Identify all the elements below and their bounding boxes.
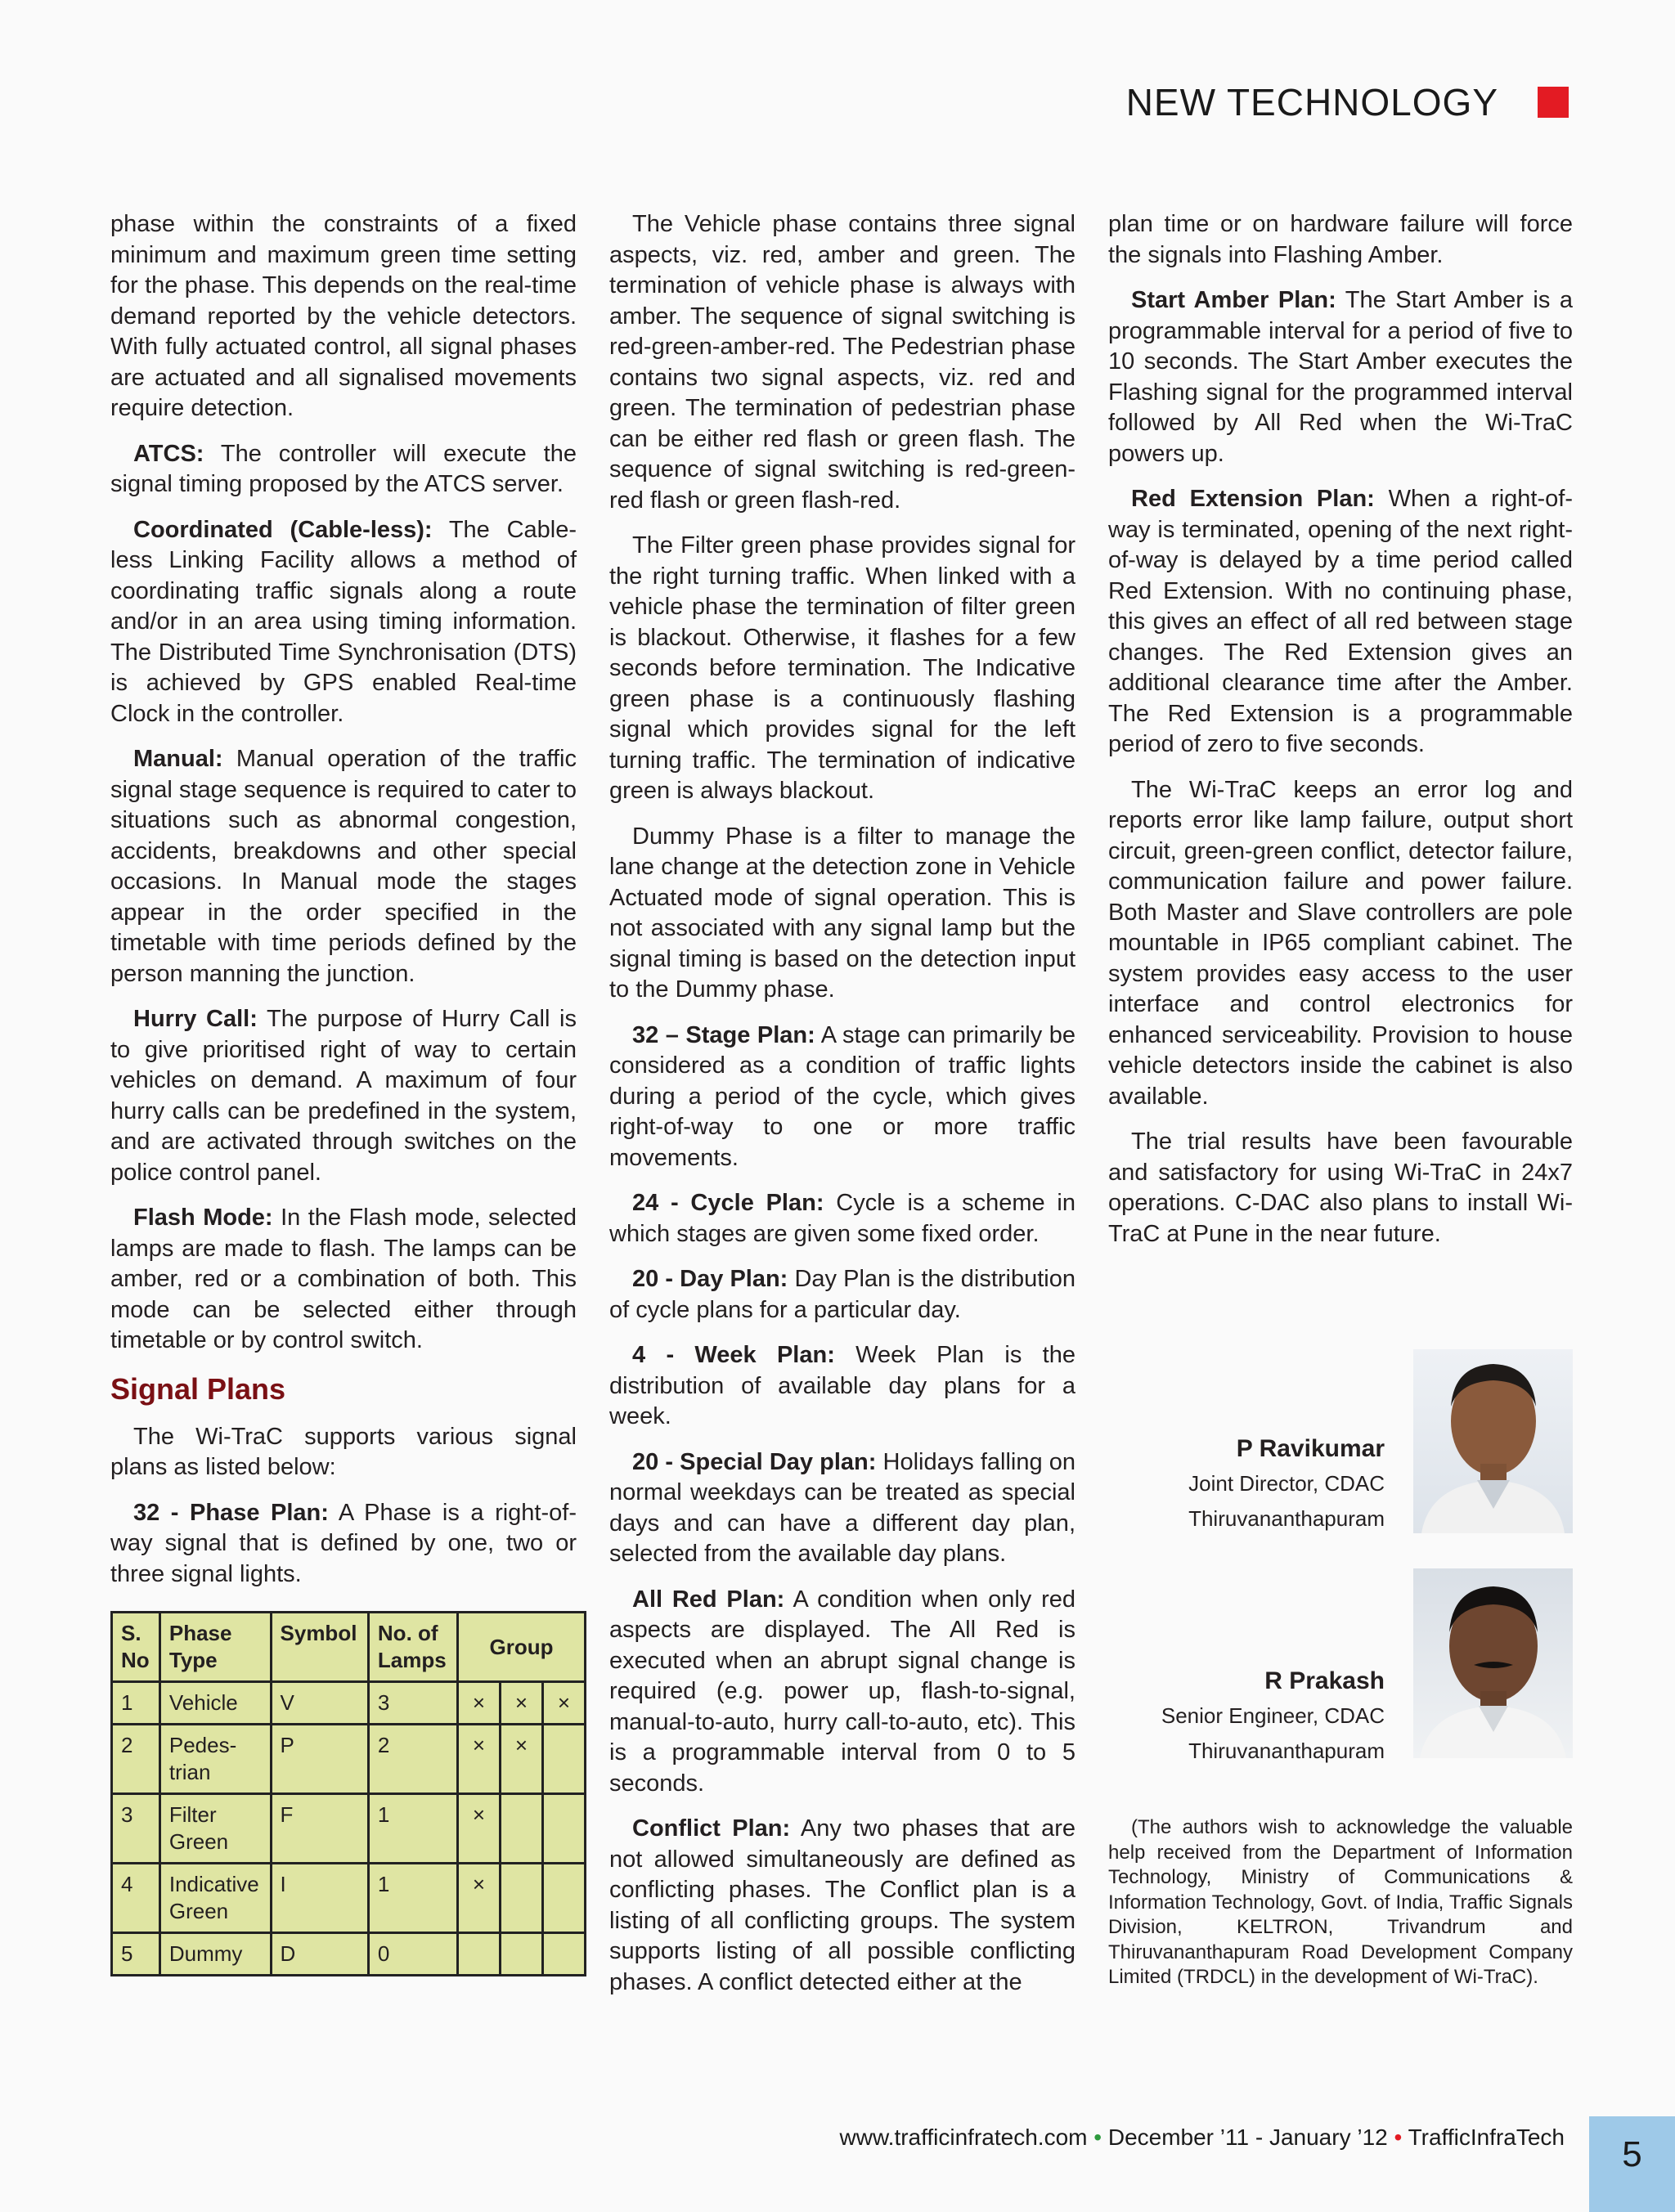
author-card [1188, 1431, 1385, 1537]
author-name: R Prakash [1264, 1667, 1385, 1694]
paragraph-week-plan [609, 1340, 1076, 1433]
cell-symbol: I [271, 1864, 368, 1933]
cell-group-2 [501, 1794, 543, 1864]
paragraph-text: Holidays falling on normal weekdays can be treated as special days and can have a different day plan, selected from the available day plans. [609, 1448, 1076, 1567]
paragraph-text: Cycle is a scheme in which stages are given some fixed order. [609, 1190, 1076, 1247]
author-photo [1413, 1568, 1573, 1758]
acknowledgement: (The authors wish to acknowledge the valuable help received from the Department of Information Technology, Ministry of Communications & Information Technology, Govt. of India, Traffic Signals Division, KELTRON, Trivandrum and Thiruvananthapuram Road Development Company Limited (TRDCL) in the development of Wi-TraC). [1108, 1816, 1573, 1988]
footer-website: www.trafficinfratech.com [839, 2125, 1088, 2150]
paragraph-atcs [110, 439, 577, 500]
lead-term: 20 - Day Plan: [632, 1266, 788, 1292]
cell-group-3 [543, 1794, 586, 1864]
table-row [112, 1682, 586, 1725]
paragraph-phase-plan [110, 1498, 577, 1591]
section-title: NEW TECHNOLOGY [1125, 81, 1498, 123]
paragraph-day-plan [609, 1264, 1076, 1326]
paragraph-dummy-phase: Dummy Phase is a filter to manage the lane change at the detection zone in Vehicle Actuated mode of signal operation. This is not associated with any signal lamp but the signal timing is based on the detection input to the Dummy phase. [609, 823, 1076, 1003]
separator-dot: • [1394, 2125, 1403, 2150]
cell-sno: 5 [112, 1933, 160, 1976]
paragraph-manual [110, 744, 577, 989]
cell-lamps: 1 [368, 1864, 457, 1933]
cell-group-2: × [501, 1725, 543, 1794]
paragraph-special-day-plan [609, 1447, 1076, 1570]
paragraph-text: A condition when only red aspects are displayed. The All Red is executed when an abrupt signal change is required (e.g. power up, flash-to-signal, manual-to-auto, hurry call-to-auto, etc). This is a programmable interval from 0 to 5 seconds. [609, 1586, 1076, 1797]
cell-sno: 2 [112, 1725, 160, 1794]
page-number: 5 [1622, 2134, 1642, 2174]
paragraph-text: Day Plan is the distribution of cycle plans for a particular day. [609, 1266, 1076, 1323]
cell-phase: Indicative Green [159, 1864, 271, 1933]
cell-group-1 [458, 1933, 501, 1976]
paragraph: plan time or on hardware failure will force the signals into Flashing Amber. [1108, 211, 1573, 268]
paragraph-red-extension-plan [1108, 484, 1573, 761]
paragraph-text: When a right-of-way is terminated, opening of the next right-of-way is delayed by a time period called Red Extension. With no continuing phase, this gives an effect of all red between stage changes. The Red Extension gives an additional clearance time after the Amber. The Red Extension is a programmable period of zero to five seconds. [1108, 486, 1573, 757]
paragraph-cycle-plan [609, 1188, 1076, 1250]
paragraph-error-log: The Wi-TraC keeps an error log and reports error like lamp failure, output short circuit, green-green conflict, detector failure, communication failure and power failure. Both Master and Slave controllers are pole mountable in IP65 compliant cabinet. The system provides easy access to the user interface and control electronics for enhanced serviceability. Provision to house vehicle detectors inside the cabinet is also available. [1108, 776, 1573, 1110]
cell-group-2 [501, 1933, 543, 1976]
author-card [1161, 1663, 1385, 1769]
cell-group-1: × [458, 1794, 501, 1864]
header-group: Group [458, 1613, 586, 1682]
table-row [112, 1725, 586, 1794]
paragraph-text: The controller will execute the signal timing proposed by the ATCS server. [110, 440, 577, 497]
page-footer [840, 2125, 1565, 2151]
paragraph-start-amber-plan [1108, 285, 1573, 469]
lead-term: Flash Mode: [133, 1205, 273, 1231]
cell-group-1: × [458, 1725, 501, 1794]
cell-group-2 [501, 1864, 543, 1933]
author-title: Joint Director, CDAC [1188, 1471, 1385, 1496]
subheading-signal-plans: Signal Plans [110, 1371, 286, 1406]
footer-issue: December ’11 - January ’12 [1107, 2125, 1388, 2150]
paragraph-flash-mode [110, 1203, 577, 1357]
lead-term: 32 - Phase Plan: [133, 1499, 329, 1526]
paragraph-conflict-plan [609, 1814, 1076, 1998]
author-location: Thiruvananthapuram [1188, 1506, 1385, 1531]
paragraph-text: A Phase is a right-of-way signal that is defined by one, two or three signal lights. [110, 1499, 577, 1587]
paragraph-text: Any two phases that are not allowed simultaneously are defined as conflicting phases. The Conflict plan is a listing of all conflicting groups. The system supports listing of all possible conflicting phases. A conflict detected either at the [609, 1815, 1076, 1995]
header-symbol: Symbol [271, 1613, 368, 1682]
author-location: Thiruvananthapuram [1188, 1739, 1385, 1763]
lead-term: 32 – Stage Plan: [632, 1021, 815, 1048]
header-lamps: No. of Lamps [368, 1613, 457, 1682]
cell-lamps: 3 [368, 1682, 457, 1725]
paragraph: phase within the constraints of a fixed minimum and maximum green time setting for the phase. This depends on the real-time demand reported by the vehicle detectors. With fully actuated control, all signal phases are actuated and all signalised movements require detection. [110, 211, 577, 421]
cell-phase: Vehicle [159, 1682, 271, 1725]
cell-sno: 3 [112, 1794, 160, 1864]
phase-table [110, 1611, 586, 1976]
cell-group-3 [543, 1725, 586, 1794]
page-number-tab [1589, 2116, 1675, 2212]
cell-lamps: 1 [368, 1794, 457, 1864]
table-row [112, 1794, 586, 1864]
cell-phase: Filter Green [159, 1794, 271, 1864]
lead-term: Red Extension Plan: [1131, 486, 1375, 512]
section-marker [1538, 87, 1569, 118]
footer-brand: TrafficInfraTech [1408, 2125, 1565, 2150]
column-3 [1108, 209, 1573, 1264]
cell-symbol: V [271, 1682, 368, 1725]
cell-sno: 4 [112, 1864, 160, 1933]
header-phase-type: Phase Type [159, 1613, 271, 1682]
paragraph-text: Week Plan is the distribution of available day plans for a week. [609, 1342, 1076, 1429]
paragraph-trial-results: The trial results have been favourable and satisfactory for using Wi-TraC in 24x7 operations. C-DAC also plans to install Wi-TraC at Pune in the near future. [1108, 1128, 1573, 1247]
cell-symbol: D [271, 1933, 368, 1976]
paragraph-text: A stage can primarily be considered as a condition of traffic lights during a period of the cycle, which gives right-of-way to one or more traffic movements. [609, 1021, 1076, 1171]
paragraph-text: In the Flash mode, selected lamps are made to flash. The lamps can be amber, red or a combination of both. This mode can be selected either through timetable or by control switch. [110, 1205, 577, 1353]
cell-group-1: × [458, 1682, 501, 1725]
separator-dot: • [1093, 2125, 1102, 2150]
table-header-row [112, 1613, 586, 1682]
lead-term: Start Amber Plan: [1131, 287, 1336, 313]
paragraph-text: The Start Amber is a programmable interval for a period of five to 10 seconds. The Start Amber executes the Flashing signal for the programmed interval followed by All Red when the Wi-TraC powers up. [1108, 287, 1573, 467]
cell-symbol: P [271, 1725, 368, 1794]
paragraph-vehicle-phase: The Vehicle phase contains three signal aspects, viz. red, amber and green. The termination of vehicle phase is always with amber. The sequence of signal switching is red-green-amber-red. The Pedestrian phase contains two signal aspects, viz. red and green. The termination of pedestrian phase can be either red flash or green flash. The sequence of signal switching is red-green-red flash or green flash-red. [609, 211, 1076, 514]
author-photo [1413, 1349, 1573, 1533]
cell-symbol: F [271, 1794, 368, 1864]
paragraph-text: The Cable-less Linking Facility allows a method of coordinating traffic signals along a route and/or in an area using timing information. The Distributed Time Synchronisation (DTS) is achieved by GPS enabled Real-time Clock in the controller. [110, 516, 577, 727]
section-header [1126, 78, 1569, 127]
cell-group-1: × [458, 1864, 501, 1933]
author-name: P Ravikumar [1236, 1435, 1385, 1462]
cell-phase: Dummy [159, 1933, 271, 1976]
table-row [112, 1864, 586, 1933]
paragraph: The Wi-TraC supports various signal plans as listed below: [110, 1423, 577, 1480]
author-title: Senior Engineer, CDAC [1161, 1703, 1385, 1728]
paragraph-filter-green: The Filter green phase provides signal for the right turning traffic. When linked with a vehicle phase the termination of filter green is blackout. Otherwise, it flashes for a few seconds before termination. The Indicative green phase is a continuously flashing signal which provides signal for the left turning traffic. The termination of indicative green is always blackout. [609, 532, 1076, 804]
table-row [112, 1933, 586, 1976]
lead-term: 20 - Special Day plan: [632, 1448, 877, 1475]
lead-term: ATCS: [133, 440, 204, 467]
paragraph-text: The purpose of Hurry Call is to give prioritised right of way to certain vehicles on demand. A maximum of four hurry calls can be predefined in the system, and are activated through switches on the police control panel. [110, 1006, 577, 1186]
lead-term: Coordinated (Cable-less): [133, 516, 433, 543]
paragraph-text: Manual operation of the traffic signal stage sequence is required to cater to situations such as abnormal congestion, accidents, breakdowns and other special occasions. In Manual mode the stages appear in the order specified in the timetable with time periods defined by the person manning the junction. [110, 746, 577, 987]
lead-term: 24 - Cycle Plan: [632, 1190, 824, 1216]
paragraph-all-red-plan [609, 1585, 1076, 1800]
cell-group-3: × [543, 1682, 586, 1725]
cell-group-3 [543, 1864, 586, 1933]
cell-lamps: 0 [368, 1933, 457, 1976]
cell-sno: 1 [112, 1682, 160, 1725]
lead-term: All Red Plan: [632, 1586, 785, 1613]
column-1 [110, 209, 577, 1604]
column-2 [609, 209, 1076, 2012]
lead-term: Conflict Plan: [632, 1815, 791, 1842]
lead-term: 4 - Week Plan: [632, 1342, 835, 1368]
paragraph-hurry-call [110, 1004, 577, 1188]
cell-group-3 [543, 1933, 586, 1976]
header-sno: S. No [112, 1613, 160, 1682]
lead-term: Manual: [133, 746, 223, 772]
lead-term: Hurry Call: [133, 1006, 258, 1032]
paragraph-stage-plan [609, 1021, 1076, 1174]
cell-group-2: × [501, 1682, 543, 1725]
cell-phase: Pedes- trian [159, 1725, 271, 1794]
paragraph-coordinated [110, 515, 577, 730]
cell-lamps: 2 [368, 1725, 457, 1794]
